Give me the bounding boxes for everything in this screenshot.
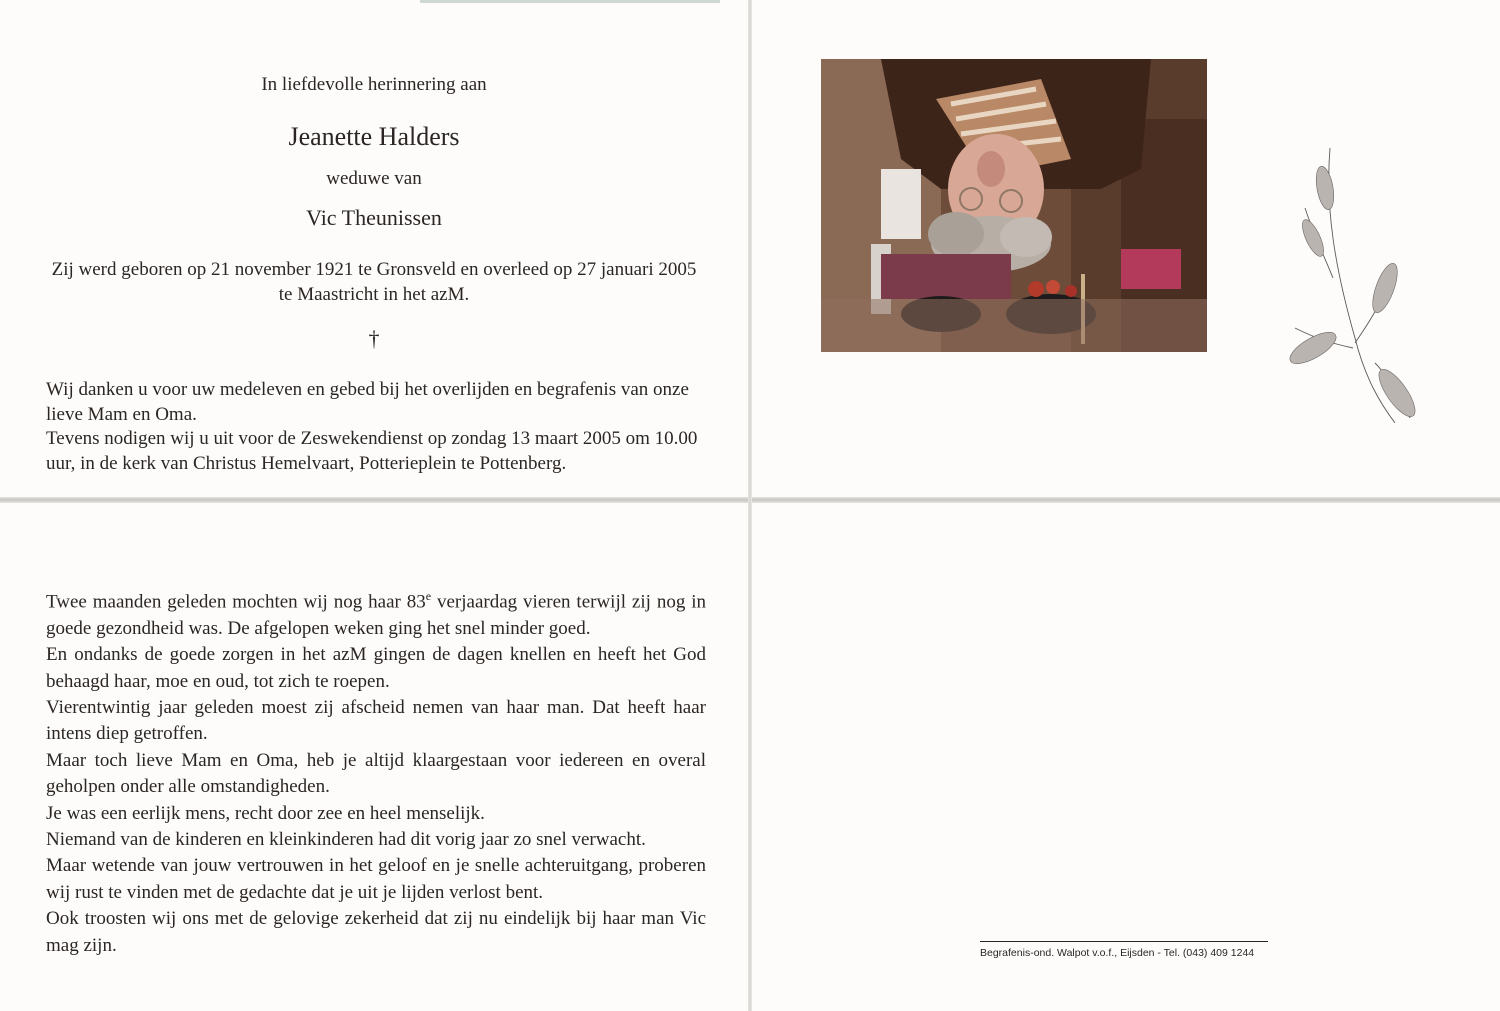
memorial-paragraph: Maar wetende van jouw vertrouwen in het geloof en je snelle achteruitgang, proberen wij rust te vinden met de gedachte dat je uit je lijden verlost bent.	[46, 855, 706, 903]
birth-death-text: Zij werd geboren op 21 november 1921 te Gronsveld en overleed op 27 januari 2005 te Maastricht in het azM.	[51, 259, 697, 305]
vertical-fold	[748, 0, 752, 1011]
intro-line: In liefdevolle herinnering aan	[261, 74, 487, 95]
portrait-photo	[821, 59, 1207, 352]
undertaker-info: Begrafenis-ond. Walpot v.o.f., Eijsden - Tel. (043) 409 1244	[980, 947, 1255, 959]
spouse-name: Vic Theunissen	[306, 205, 442, 230]
wheat-ears-icon	[1285, 148, 1420, 423]
memorial-paragraph: Je was een eerlijk mens, recht door zee en heel menselijk.	[46, 802, 485, 824]
memorial-paragraph: Niemand van de kinderen en kleinkinderen had dit vorig jaar zo snel verwacht.	[46, 828, 646, 850]
thanks-text: Wij danken u voor uw medeleven en gebed bij het overlijden en begrafenis van onze lieve Mam en Oma.	[46, 379, 689, 425]
memorial-paragraph: En ondanks de goede zorgen in het azM gingen de dagen knellen en heeft het God behaagd haar, moe en oud, tot zich te roepen.	[46, 644, 706, 692]
cross-symbol: †	[368, 326, 380, 351]
widow-of-line: weduwe van	[326, 168, 422, 189]
card-back-panel	[752, 503, 1500, 1011]
service-invitation: Tevens nodigen wij u uit voor de Zeswekendienst op zondag 13 maart 2005 om 10.00 uur, in de kerk van Christus Hemelvaart, Potterieplein te Pottenberg.	[46, 428, 698, 474]
memorial-paragraph: Vierentwintig jaar geleden moest zij afscheid nemen van haar man. Dat heeft haar intens diep getroffen.	[46, 696, 706, 745]
memorial-paragraph: Maar toch lieve Mam en Oma, heb je altijd klaargestaan voor iedereen en overal geholpen onder alle omstandigheden.	[46, 749, 706, 798]
scan-edge-mark	[420, 0, 720, 3]
footer-rule	[980, 941, 1268, 942]
memorial-paragraph: Ook troosten wij ons met de gelovige zekerheid dat zij nu eindelijk bij haar man Vic mag zijn.	[46, 908, 706, 956]
deceased-name: Jeanette Halders	[288, 122, 460, 151]
memorial-paragraph: Twee maanden geleden mochten wij nog haar 83e verjaardag vieren terwijl zij nog in goede gezondheid was. De afgelopen weken ging het snel minder goed.	[46, 589, 706, 639]
memorial-text	[46, 583, 706, 959]
